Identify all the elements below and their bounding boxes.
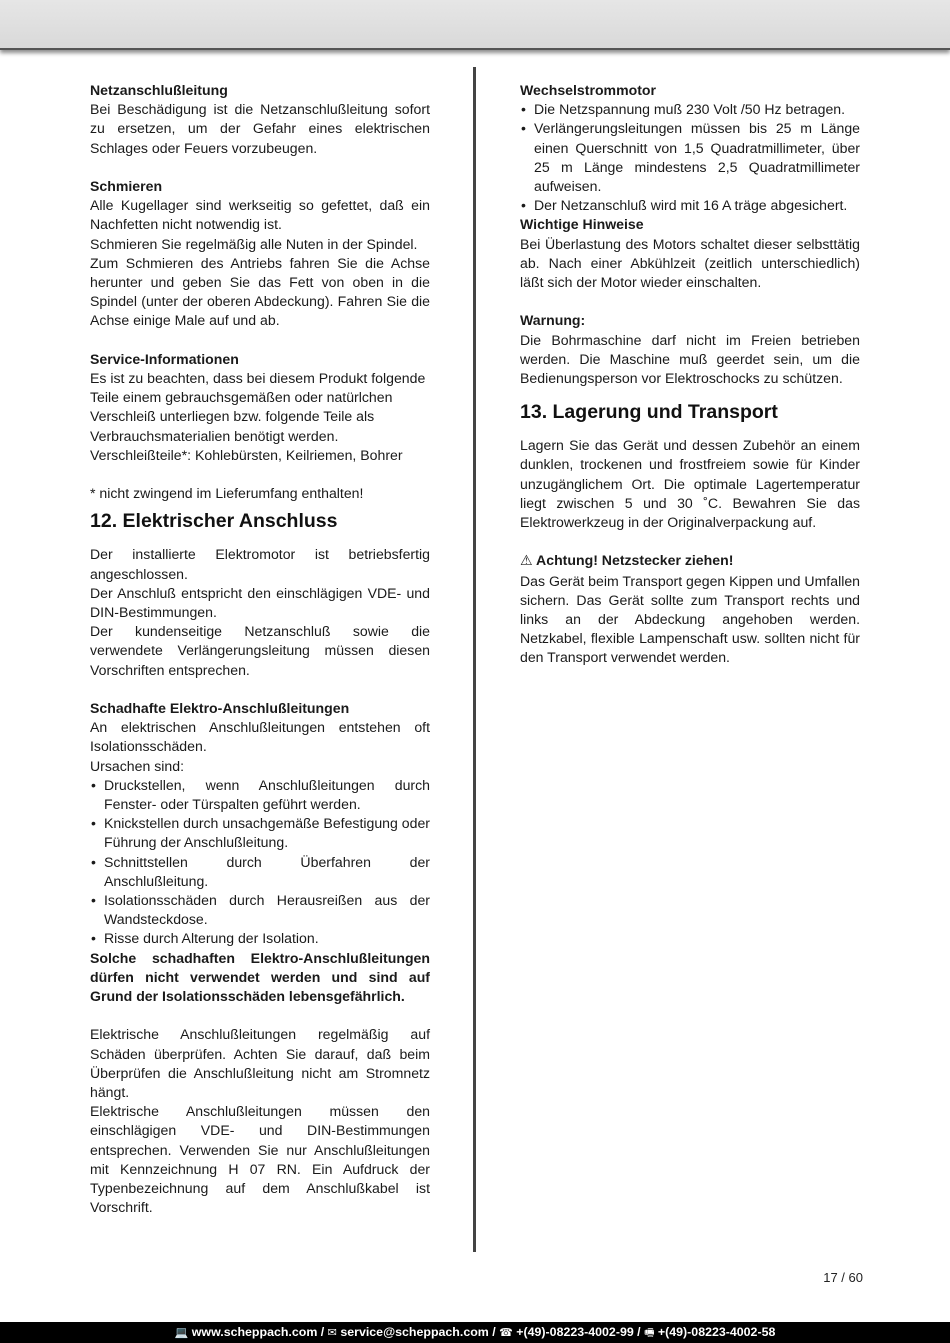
netzanschluss-text: Bei Beschädigung ist die Netzanschlußleitung sofort zu ersetzen, um der Gefahr eines elektrischen Schlages oder Feuers vorzubeugen.	[90, 101, 430, 156]
section-12-title: 12. Elektrischer Anschluss	[90, 510, 338, 533]
list-item: • Risse durch Alterung der Isolation.	[90, 929, 430, 948]
service-text-2: Verschleißteile*: Kohlebürsten, Keilriemen, Bohrer	[90, 446, 403, 463]
list-item: • Schnittstellen durch Überfahren der Anschlußleitung.	[90, 853, 430, 891]
schmieren-text-2: Schmieren Sie regelmäßig alle Nuten in der Spindel.	[90, 235, 418, 252]
warnung-heading: Warnung:	[520, 312, 586, 329]
section-12-text-1: Der installierte Elektromotor ist betriebsfertig angeschlossen.	[90, 546, 430, 582]
section-12-text-3: Der kundenseitige Netzanschluß sowie die verwendete Verlängerungsleitung müssen diesen Vorschriften entsprechen.	[90, 623, 430, 678]
schmieren-text-1: Alle Kugellager sind werkseitig so gefettet, daß ein Nachfetten nicht notwendig ist.	[90, 197, 430, 233]
footer-fax: +(49)-08223-4002-58	[657, 1325, 776, 1339]
left-column	[90, 81, 430, 1218]
list-item: • Verlängerungsleitungen müssen bis 25 m Länge einen Querschnitt von 1,5 Quadratmillimeter, über 25 m Länge mindestens 2,5 Quadratmillimeter aufweisen.	[520, 119, 860, 196]
footer-bar	[0, 1322, 950, 1343]
hinweise-heading: Wichtige Hinweise	[520, 216, 644, 233]
pruefung-text-2: Elektrische Anschlußleitungen müssen den einschlägigen VDE- und DIN-Bestimmungen entsprechen. Verwenden Sie nur Anschlußleitungen mit Kennzeichnung H 07 RN. Ein Aufdruck der Typenbezeichnung auf dem Anschlußkabel ist Vorschrift.	[90, 1103, 430, 1216]
computer-icon: 💻	[174, 1326, 189, 1339]
right-column	[520, 81, 860, 668]
footer-phone[interactable]: +(49)-08223-4002-99	[516, 1325, 634, 1339]
schmieren-text-3: Zum Schmieren des Antriebs fahren Sie die Achse herunter und geben Sie das Fett von oben in die Spindel (unter der oberen Abdeckung). Fahren Sie die Achse einige Male auf und ab.	[90, 254, 430, 329]
section-13-text: Lagern Sie das Gerät und dessen Zubehör an einem dunklen, trockenen und frostfreiem sowie für Kinder unzugänglichem Ort. Die optimale Lagertemperatur liegt zwischen 5 und 30 ˚C. Bewahren Sie das Elektrowerkzeug in der Originalverpackung auf.	[520, 437, 860, 531]
footer-website[interactable]: www.scheppach.com	[191, 1325, 318, 1339]
service-heading: Service-Informationen	[90, 350, 239, 367]
pruefung-text-1: Elektrische Anschlußleitungen regelmäßig auf Schäden überprüfen. Achten Sie darauf, daß beim Überprüfen die Anschlußleitung nicht am Stromnetz hängt.	[90, 1026, 430, 1101]
header-bar	[0, 0, 950, 50]
schadhafte-text-1: An elektrischen Anschlußleitungen entstehen oft Isolationsschäden.	[90, 719, 430, 755]
section-12-text-2: Der Anschluß entspricht den einschlägigen VDE- und DIN-Bestimmungen.	[90, 584, 430, 621]
page-number: 17 / 60	[823, 1270, 863, 1285]
list-item: • Die Netzspannung muß 230 Volt /50 Hz betragen.	[520, 100, 860, 119]
motor-heading: Wechselstrommotor	[520, 82, 657, 98]
footer-separator: /	[633, 1325, 645, 1339]
schadhafte-warning: Solche schadhaften Elektro-Anschlußleitungen dürfen nicht verwendet werden und sind auf Grund der Isolationsschäden lebensgefährlich.	[90, 949, 430, 1005]
mail-icon: ✉	[327, 1326, 337, 1339]
hinweise-text: Bei Überlastung des Motors schaltet dieser selbsttätig ab. Nach einer Abkühlzeit (zeitlich unterschiedlich) läßt sich der Motor wieder einschalten.	[520, 235, 860, 291]
service-note: * nicht zwingend im Lieferumfang enthalten!	[90, 485, 364, 502]
section-13-title: 13. Lagerung und Transport	[520, 401, 778, 424]
footer-email[interactable]: service@scheppach.com	[340, 1325, 489, 1339]
schadhafte-heading: Schadhafte Elektro-Anschlußleitungen	[90, 700, 350, 717]
schmieren-heading: Schmieren	[90, 178, 163, 194]
phone-icon: ☎	[499, 1326, 513, 1339]
list-item: • Isolationsschäden durch Herausreißen aus der Wandsteckdose.	[90, 891, 430, 929]
list-item: • Druckstellen, wenn Anschlußleitungen durch Fenster- oder Türspalten geführt werden.	[90, 776, 430, 814]
list-item: • Der Netzanschluß wird mit 16 A träge abgesichert.	[520, 196, 860, 215]
footer-separator: /	[317, 1325, 328, 1339]
achtung-heading	[520, 551, 860, 571]
fax-icon: 🖷	[644, 1326, 655, 1339]
schadhafte-list	[90, 776, 430, 949]
footer-separator: /	[488, 1325, 500, 1339]
schadhafte-text-2: Ursachen sind:	[90, 757, 185, 774]
motor-list	[520, 100, 860, 215]
achtung-title: Achtung! Netzstecker ziehen!	[536, 552, 734, 569]
warnung-text: Die Bohrmaschine darf nicht im Freien betrieben werden. Die Maschine muß geerdet sein, um die Bedienungsperson vor Elektroschocks zu schützen.	[520, 331, 860, 387]
achtung-text: Das Gerät beim Transport gegen Kippen und Umfallen sichern. Das Gerät sollte zum Transport rechts und links an der Abdeckung angehoben werden. Netzkabel, flexible Lampenschaft usw. sollten nicht für den Transport verwendet werden.	[520, 572, 861, 666]
netzanschluss-heading: Netzanschlußleitung	[90, 82, 228, 98]
column-divider	[473, 67, 476, 1252]
list-item: • Knickstellen durch unsachgemäße Befestigung oder Führung der Anschlußleitung.	[90, 814, 430, 852]
service-text-1: Es ist zu beachten, dass bei diesem Produkt folgende Teile einem gebrauchsgemäßen oder natürlchen Verschleiß unterliegen bzw. folgende Teile als Verbrauchsmaterialien benötigt werden.	[90, 370, 426, 444]
warning-icon: ⚠	[520, 553, 533, 570]
